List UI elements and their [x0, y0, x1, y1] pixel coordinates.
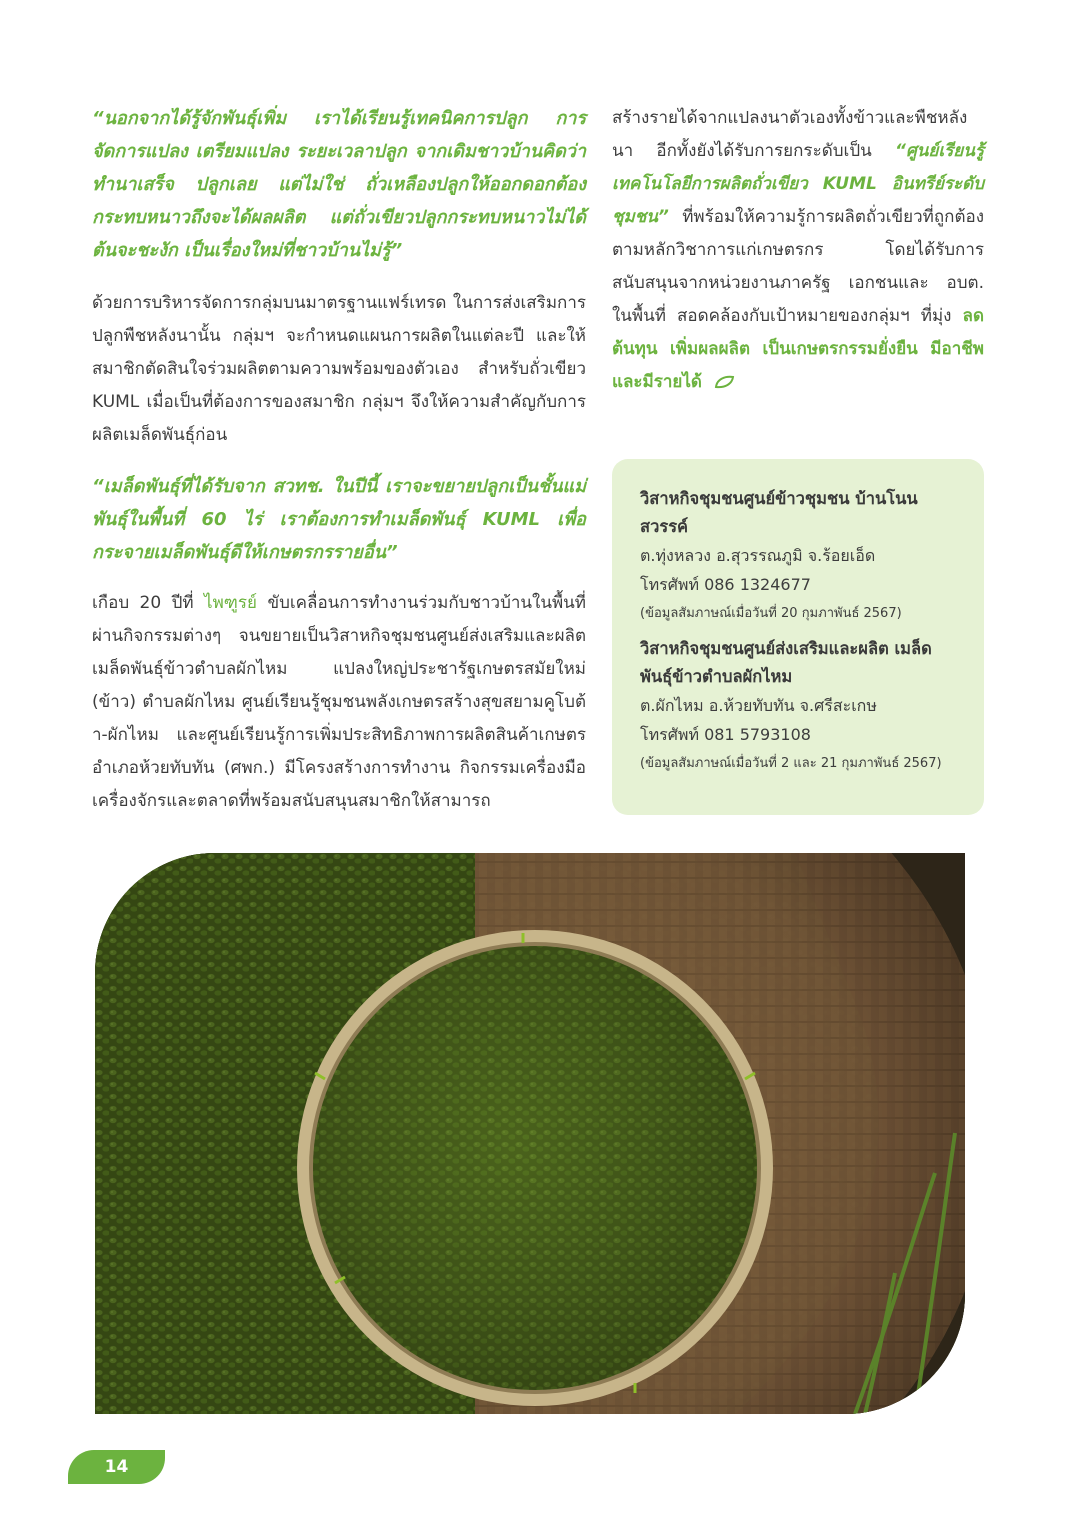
person-name: ไพฑูรย์ [204, 593, 258, 613]
paragraph-3 [612, 102, 984, 399]
contact-block [640, 635, 964, 779]
pull-quote-1: “นอกจากได้รู้จักพันธุ์เพิ่ม เราได้เรียนรู้เทคนิคการปลูก การจัดการแปลง เตรียมแปลง ระยะเวลาปลูก จากเดิมชาวบ้านคิดว่าทำนาเสร็จ ปลูกเลย แต่ไม่ใช่ ถั่วเหลืองปลูกให้ออกดอกต้องกระทบหนาวถึงจะได้ผลผลิต แต่ถั่วเขียวปลูกกระทบหนาวไม่ได้ ต้นจะชะงัก เป็นเรื่องใหม่ที่ชาวบ้านไม่รู้” [92, 108, 586, 261]
page-number-tab [68, 1450, 165, 1484]
leaf-end-icon [713, 375, 735, 389]
paragraph-2 [92, 587, 586, 818]
paragraph-1: ด้วยการบริหารจัดการกลุ่มบนมาตรฐานแฟร์เทรด ในการส่งเสริมการปลูกพืชหลังนานั้น กลุ่มฯ จะกำหนดแผนการผลิตในแต่ละปี และให้สมาชิกตัดสินใจร่วมผลิตตามความพร้อมของตัวเอง สำหรับถั่วเขียว KUML เมื่อเป็นที่ต้องการของสมาชิก กลุ่มฯ จึงให้ความสำคัญกับการผลิตเมล็ดพันธุ์ก่อน [92, 293, 586, 445]
paragraph-2-post: ขับเคลื่อนการทำงานร่วมกับชาวบ้านในพื้นที่ ผ่านกิจกรรมต่างๆ จนขยายเป็นวิสาหกิจชุมชนศูนย์ส่งเสริมและผลิตเมล็ดพันธุ์ข้าวตำบลผักไหม แปลงใหญ่ประชารัฐเกษตรสมัยใหม่ (ข้าว) ตำบลผักไหม ศูนย์เรียนรู้ชุมชนพลังเกษตรสร้างสุขสยามคูโบต้า-ผักไหม และศูนย์เรียนรู้การเพิ่มประสิทธิภาพการผลิตสินค้าเกษตร อำเภอห้วยทับทัน (ศพก.) มีโครงสร้างการทำงาน กิจกรรมเครื่องมือเครื่องจักรและตลาดที่พร้อมสนับสนุนสมาชิกให้สามารถ [92, 593, 586, 811]
goal-highlight: ลดต้นทุน เพิ่มผลผลิต เป็นเกษตรกรรมยั่งยืน มีอาชีพและมีรายได้ [612, 306, 984, 392]
organization-address: ต.ผักไหม อ.ห้วยทับทัน จ.ศรีสะเกษ [640, 696, 877, 715]
left-column [92, 102, 586, 818]
mung-bean-photo [95, 853, 965, 1414]
paragraph-2-pre: เกือบ 20 ปีที่ [92, 593, 205, 613]
learning-center-highlight: “ศูนย์เรียนรู้เทคโนโลยีการผลิตถั่วเขียว KUML อินทรีย์ระดับชุมชน” [612, 141, 984, 227]
interview-note: (ข้อมูลสัมภาษณ์เมื่อวันที่ 20 กุมภาพันธ์ 2567) [640, 606, 902, 621]
organization-name: วิสาหกิจชุมชนศูนย์ส่งเสริมและผลิต เมล็ดพันธุ์ข้าวตำบลผักไหม [640, 639, 932, 686]
right-column [612, 102, 984, 399]
organization-name: วิสาหกิจชุมชนศูนย์ข้าวชุมชน บ้านโนนสวรรค์ [640, 489, 918, 536]
paragraph-3-mid: ที่พร้อมให้ความรู้การผลิตถั่วเขียวที่ถูกต้องตามหลักวิชาการแก่เกษตรกร โดยได้รับการสนับสนุนจากหน่วยงานภาครัฐ เอกชนและ อบต. ในพื้นที่ สอดคล้องกับเป้าหมายของกลุ่มฯ ที่มุ่ง [612, 207, 984, 326]
organization-phone: โทรศัพท์ 081 5793108 [640, 725, 811, 744]
paragraph-3-pre: สร้างรายได้จากแปลงนาตัวเองทั้งข้าวและพืชหลังนา อีกทั้งยังได้รับการยกระดับเป็น [612, 108, 968, 161]
interview-note: (ข้อมูลสัมภาษณ์เมื่อวันที่ 2 และ 21 กุมภาพันธ์ 2567) [640, 756, 942, 771]
page-number: 14 [104, 1457, 129, 1477]
mung-bean-illustration [95, 853, 965, 1414]
contact-block [640, 485, 964, 629]
contact-info-box [612, 459, 984, 815]
pull-quote-2: “เมล็ดพันธุ์ที่ได้รับจาก สวทช. ในปีนี้ เราจะขยายปลูกเป็นชั้นแม่พันธุ์ในพื้นที่ 60 ไร่ เราต้องการทำเมล็ดพันธุ์ KUML เพื่อกระจายเมล็ดพันธุ์ดีให้เกษตรกรรายอื่น” [92, 476, 586, 563]
organization-address: ต.ทุ่งหลวง อ.สุวรรณภูมิ จ.ร้อยเอ็ด [640, 546, 876, 565]
organization-phone: โทรศัพท์ 086 1324677 [640, 575, 811, 594]
